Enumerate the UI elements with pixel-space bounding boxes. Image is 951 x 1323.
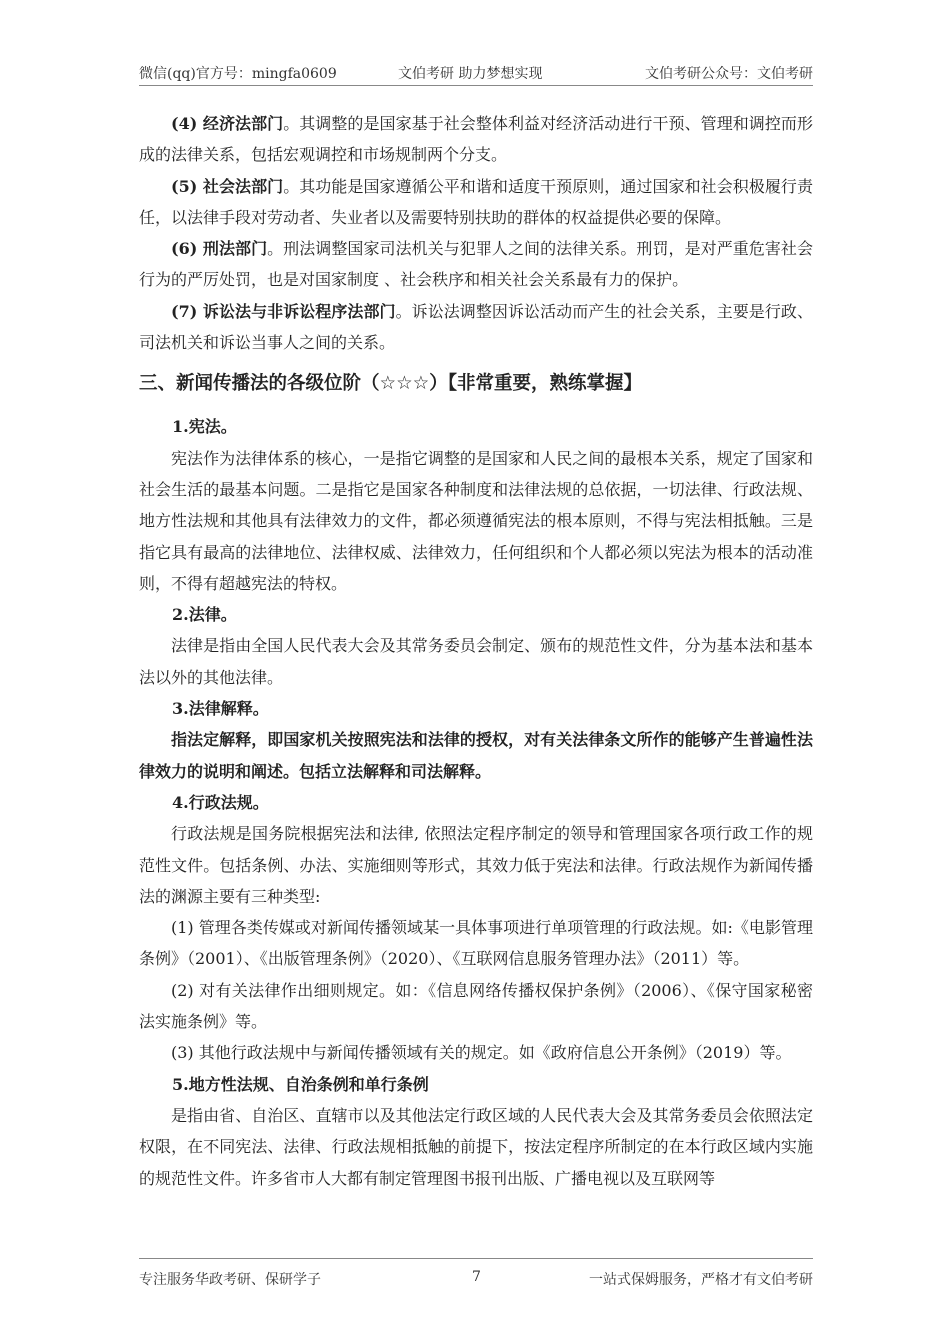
subheading-local-regulations: 5.地方性法规、自治条例和单行条例 (172, 1074, 429, 1094)
paragraph-local-regulations: 是指由省、自治区、直辖市以及其他法定行政区域的人民代表大会及其常务委员会依照法定权限，在不同宪法、法律、行政法规相抵触的前提下，按法定程序所制定的在本行政区域内实施的规范性文件。许多省市人大都有制定管理图书报刊出版、广播电视以及互联网等 (139, 1105, 813, 1188)
footer-tagline: 专注服务华政考研、保研学子 (139, 1272, 321, 1288)
subheading-law: 2.法律。 (172, 605, 237, 625)
economic-law-label: (4) 经济法部门 (171, 114, 284, 133)
header-wechat-id: 微信(qq)官方号：mingfa0609 (139, 66, 337, 82)
section-heading: 三、新闻传播法的各级位阶（☆☆☆）【非常重要，熟练掌握】 (139, 373, 643, 395)
paragraph-legal-interpretation: 指法定解释，即国家机关按照宪法和法律的授权，对有关法律条文所作的能够产生普遍性法律效力的说明和阐述。包括立法解释和司法解释。 (139, 730, 813, 781)
subheading-legal-interpretation: 3.法律解释。 (172, 699, 269, 719)
paragraph-criminal-law: (6) 刑法部门。刑法调整国家司法机关与犯罪人之间的法律关系。刑罚，是对严重危害社会行为的严厉处罚，也是对国家制度 、社会秩序和相关社会关系最有力的保护。 (139, 239, 813, 290)
paragraph-constitution: 宪法作为法律体系的核心，一是指它调整的是国家和人民之间的最根本关系，规定了国家和社会生活的最基本问题。二是指它是国家各种制度和法律法规的总依据，一切法律、行政法规、地方性法规和其他具有法律效力的文件，都必须遵循宪法的根本原则，不得与宪法相抵触。三是指它具有最高的法律地位、法律权威、法律效力，任何组织和个人都必须以宪法为根本的活动准则，不得有超越宪法的特权。 (139, 448, 813, 593)
page-number: 7 (472, 1269, 481, 1285)
header-slogan: 文伯考研 助力梦想实现 (398, 66, 543, 82)
page-header (139, 55, 813, 86)
page-footer (139, 1258, 813, 1289)
paragraph-social-law: (5) 社会法部门。其功能是国家遵循公平和谐和适度干预原则，通过国家和社会积极履行责任，以法律手段对劳动者、失业者以及需要特别扶助的群体的权益提供必要的保障。 (139, 176, 813, 227)
paragraph-procedure-law: (7) 诉讼法与非诉讼程序法部门。诉讼法调整因诉讼活动而产生的社会关系，主要是行政、司法机关和诉讼当事人之间的关系。 (139, 301, 813, 353)
social-law-label: (5) 社会法部门 (171, 176, 284, 196)
document-body (139, 108, 813, 1194)
list-item-regulation-2: (2) 对有关法律作出细则规定。如：《信息网络传播权保护条例》（2006）、《保守国家秘密法实施条例》等。 (139, 980, 813, 1032)
header-public-account: 文伯考研公众号：文伯考研 (645, 66, 813, 82)
list-item-regulation-1: (1) 管理各类传媒或对新闻传播领域某一具体事项进行单项管理的行政法规。如:《电影管理条例》（2001）、《出版管理条例》（2020）、《互联网信息服务管理办法》（2011）等。 (139, 918, 813, 969)
subheading-constitution: 1.宪法。 (172, 417, 237, 437)
paragraph-administrative-regulations: 行政法规是国务院根据宪法和法律, 依照法定程序制定的领导和管理国家各项行政工作的规范性文件。包括条例、办法、实施细则等形式，其效力低于宪法和法律。行政法规作为新闻传播法的渊源主要有三种类型: (139, 824, 813, 906)
paragraph-law: 法律是指由全国人民代表大会及其常务委员会制定、颁布的规范性文件，分为基本法和基本法以外的其他法律。 (139, 636, 813, 687)
list-item-regulation-3: (3) 其他行政法规中与新闻传播领域有关的规定。如《政府信息公开条例》（2019）等。 (171, 1043, 792, 1063)
footer-service: 一站式保姆服务，严格才有文伯考研 (589, 1272, 813, 1288)
paragraph-economic-law: (4) 经济法部门。其调整的是国家基于社会整体利益对经济活动进行干预、管理和调控而形成的法律关系，包括宏观调控和市场规制两个分支。 (139, 114, 813, 165)
subheading-administrative-regulations: 4.行政法规。 (172, 792, 269, 812)
procedure-law-label: (7) 诉讼法与非诉讼程序法部门 (171, 301, 396, 321)
criminal-law-label: (6) 刑法部门 (171, 239, 268, 259)
